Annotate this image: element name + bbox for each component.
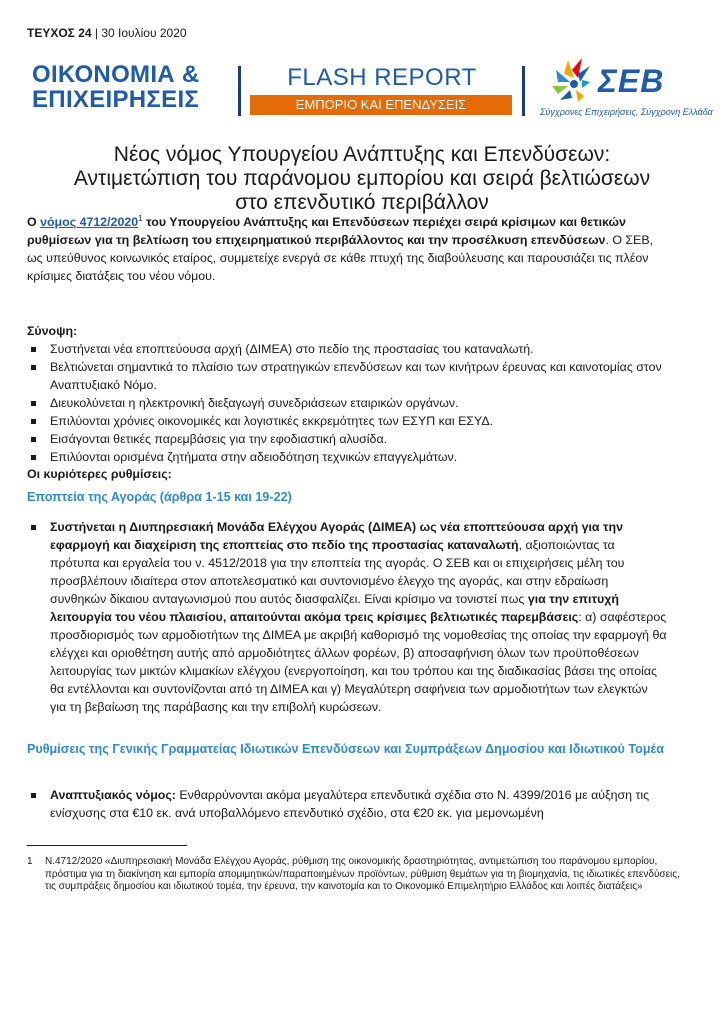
footnote-divider — [27, 845, 187, 846]
flash-report-title: FLASH REPORT — [287, 64, 477, 91]
logo-tagline: Σύγχρονες Επιχειρήσεις, Σύγχρονη Ελλάδα — [540, 107, 713, 117]
issue-label: ΤΕΥΧΟΣ 24 — [27, 26, 92, 40]
list-item — [27, 786, 667, 822]
section-investments-heading: Ρυθμίσεις της Γενικής Γραμματείας Ιδιωτικών Επενδύσεων και Συμπράξεων Δημοσίου και Ιδιωτικού Τομέα — [27, 742, 664, 756]
publication-title-line1: ΟΙΚΟΝΟΜΙΑ & — [32, 61, 200, 88]
header-divider-left — [238, 66, 241, 116]
improvements-text: : α) σαφέστερος προσδιορισμός των αρμοδιοτήτων της ΔΙΜΕΑ με ακριβή καθορισμό της νομοθεσίας της οποίας την εφαρμογή θα ελέγχει και οριοθέτηση αυτής από αρμοδιότητες άλλων φορέων, β) αποσαφήνιση όλων των προϋποθέσεων λειτουργίας των μικτών κλιμακίων ελέγχου (ενεργοποίηση, και του τρόπου και της διαδικασίας βάσει της οποίας θα εντέλλονται και συντονίζονται από τη ΔΙΜΕΑ και γ) Μεγαλύτερη σαφήνεια των αρμοδιοτήτων των ελεγκτών για τη βεβαίωση της παράβασης και την επιβολή κυρώσεων. — [50, 610, 667, 714]
headline-line3: στο επενδυτικό περιβάλλον — [235, 191, 489, 214]
sev-logo-text: ΣΕΒ — [598, 63, 665, 99]
section-investments-list — [27, 786, 667, 822]
list-item: Επιλύονται ορισμένα ζητήματα στην αδειοδότηση τεχνικών επαγγελμάτων. — [27, 448, 667, 466]
list-item: Συστήνεται νέα εποπτεύουσα αρχή (ΔΙΜΕΑ) στο πεδίο της προστασίας του καταναλωτή. — [27, 340, 667, 358]
footnote-number: 1 — [27, 856, 33, 867]
report-category-banner: ΕΜΠΟΡΙΟ ΚΑΙ ΕΠΕΝΔΥΣΕΙΣ — [250, 95, 512, 115]
footnote-text: Ν.4712/2020 «Διυπηρεσιακή Μονάδα Ελέγχου Αγοράς, ρύθμιση της οικονομικής δραστηριότητας, αντιμετώπιση του παράνομου εμπορίου, πρόστιμα για τη διακίνηση και εμπορία απομιμητικών/παραποιημένων προϊόντων, ρύθμιση θεμάτων για τη βιομηχανία, τις ιδιωτικές επενδύσεις, τις συμπράξεις δημοσίου και ιδιωτικού τομέα, την έρευνα, την καινοτομία και το Οικονομικό Επιμελητήριο Ελλάδος και λοιπές διατάξεις» — [45, 856, 680, 892]
list-item: Διευκολύνεται η ηλεκτρονική διεξαγωγή συνεδριάσεων εταιρικών οργάνων. — [27, 394, 667, 412]
issue-info — [27, 26, 187, 40]
intro-o: Ο — [27, 215, 41, 229]
publication-title — [32, 62, 228, 112]
law-link[interactable]: νόμος 4712/2020 — [40, 215, 139, 229]
headline — [60, 143, 664, 215]
list-item — [27, 518, 667, 716]
list-item: Βελτιώνεται σημαντικά το πλαίσιο των στρατηγικών επενδύσεων και των κινήτρων έρευνας και καινοτομίας στον Αναπτυξιακό Νόμο. — [27, 358, 667, 394]
intro-rest-text: . Ο ΣΕΒ, ως υπεύθυνος κοινωνικός εταίρος, συμμετείχε ενεργά σε κάθε πτυχή της διαβούλευσης και παρουσιάζει τις πλέον κρίσιμες διατάξεις του νέου νόμου. — [27, 233, 654, 283]
dimea-text: , αξιοποιώντας τα πρότυπα και εργαλεία του ν. 4512/2018 για την εποπτεία της αγοράς. Ο ΣΕΒ και οι επιχειρήσεις μέλη του προσβλέπουν ιδιαίτερα στον αποτελεσματικό και συντονισμένο έλεγχο της αγοράς, και στην εδραίωση συνθηκών δίκαιου ανταγωνισμού που αυτός διασφαλίζει. Είναι κρίσιμο να τονιστεί πως — [50, 538, 625, 606]
summary-heading: Σύνοψη: — [27, 324, 78, 338]
section-market-supervision-list — [27, 518, 667, 716]
main-provisions-heading: Οι κυριότερες ρυθμίσεις: — [27, 467, 172, 481]
issue-separator: | — [91, 26, 102, 40]
intro-paragraph — [27, 213, 667, 285]
issue-date: 30 Ιουλίου 2020 — [101, 26, 187, 40]
list-item: Επιλύονται χρόνιες οικονομικές και λογιστικές εκκρεμότητες των ΕΣΥΠ και ΕΣΥΔ. — [27, 412, 667, 430]
header-divider-right — [522, 66, 525, 116]
footnote-ref[interactable]: 1 — [138, 213, 143, 223]
development-law-text: Ενθαρρύνονται ακόμα μεγαλύτερα επενδυτικά σχέδια στο Ν. 4399/2016 με αύξηση τις ενίσχυσης στα €10 εκ. ανά υποβαλλόμενο επενδυτικό σχέδιο, στα €20 εκ. για μεμονωμένη — [50, 788, 650, 820]
footnote — [27, 856, 687, 894]
dimea-bold-text: Συστήνεται η Διυπηρεσιακή Μονάδα Ελέγχου Αγοράς (ΔΙΜΕΑ) ως νέα εποπτεύουσα αρχή για την εφαρμογή και διαχείριση της εποπτείας στο πεδίο της προστασίας καταναλωτή — [50, 520, 623, 552]
intro-bold-text: του Υπουργείου Ανάπτυξης και Επενδύσεων περιέχει σειρά κρίσιμων και θετικών ρυθμίσεων για τη βελτίωση του επιχειρηματικού περιβάλλοντος και την προσέλκυση επενδύσεων — [27, 215, 626, 247]
headline-line1: Νέος νόμος Υπουργείου Ανάπτυξης και Επενδύσεων: — [113, 143, 611, 166]
list-item: Εισάγονται θετικές παρεμβάσεις για την εφοδιαστική αλυσίδα. — [27, 430, 667, 448]
development-law-bold-text: Αναπτυξιακός νόμος: — [50, 788, 176, 802]
headline-line2: Αντιμετώπιση του παράνομου εμπορίου και σειρά βελτιώσεων — [73, 167, 651, 190]
improvements-bold-text: για την επιτυχή λειτουργία του νέου πλαισίου, απαιτούνται ακόμα τρεις κρίσιμες βελτιωτικές παρεμβάσεις — [50, 592, 619, 624]
logo-burst-icon — [552, 58, 590, 102]
summary-list — [27, 340, 667, 466]
publication-title-line2: ΕΠΙΧΕΙΡΗΣΕΙΣ — [32, 86, 200, 113]
section-market-supervision-heading: Εποπτεία της Αγοράς (άρθρα 1-15 και 19-22) — [27, 490, 292, 504]
